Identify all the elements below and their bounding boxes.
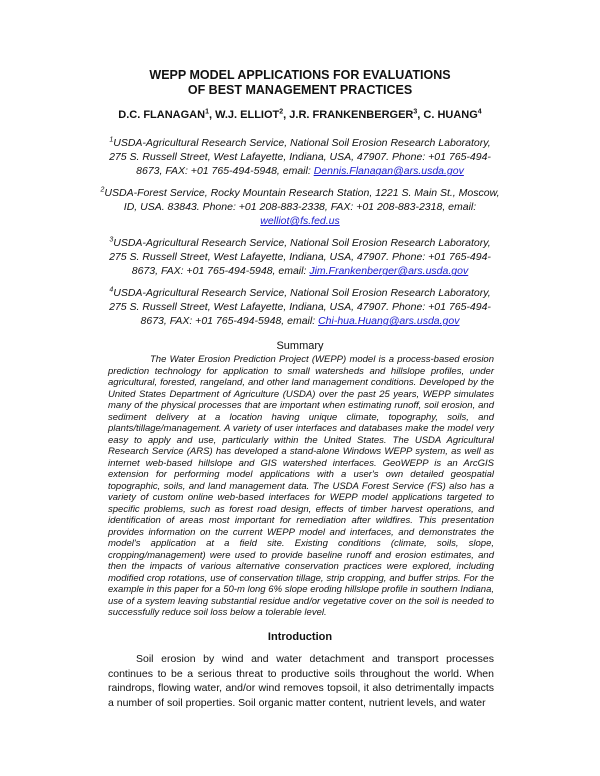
email-link[interactable]: Jim.Frankenberger@ars.usda.gov xyxy=(309,265,469,278)
author-affiliation-mark: 3 xyxy=(413,108,418,116)
author-affiliation-mark: 1 xyxy=(205,108,209,116)
affiliation-2 xyxy=(100,186,500,229)
email-link[interactable]: Dennis.Flanagan@ars.usda.gov xyxy=(313,165,464,178)
affiliation-mark: 3 xyxy=(109,236,114,244)
affiliation-mark: 4 xyxy=(109,286,114,294)
affiliation-4 xyxy=(100,286,500,329)
author-affiliation-mark: 4 xyxy=(477,108,482,116)
affiliation-mark: 1 xyxy=(109,136,114,144)
paper-title-line-1: WEPP MODEL APPLICATIONS FOR EVALUATIONS xyxy=(149,68,451,82)
affiliation-text: USDA-Agricultural Research Service, National Soil Erosion Research Laboratory, 275 S. Russell Street, West Lafayette, Indiana, USA, 47907. Phone: +01 765-494-8673, FAX: +01 765-494-5948, email: xyxy=(109,237,491,278)
introduction-paragraph: Soil erosion by wind and water detachment and transport processes continues to be a serious threat to productive soils throughout the world. When raindrops, flowing water, and/or wind removes topsoil, it also detrimentally impacts a number of soil properties. Soil organic matter content, nutrient levels, and water xyxy=(108,653,494,709)
introduction-heading: Introduction xyxy=(267,631,333,643)
author-name: J.R. FRANKENBERGER xyxy=(289,109,414,121)
affiliation-mark: 2 xyxy=(100,186,105,194)
affiliation-text: USDA-Forest Service, Rocky Mountain Research Station, 1221 S. Main St., Moscow, ID, USA. 83843. Phone: +01 208-883-2338, FAX: +01 208-883-2318, email: xyxy=(104,187,500,214)
author-list: D.C. FLANAGAN$^1$, W.J. ELLIOT$^2$, J.R. FRANKENBERGER$^3$, C. HUANG$^4$ xyxy=(118,108,482,121)
author-affiliation-mark: 2 xyxy=(279,108,284,116)
affiliation-text: USDA-Agricultural Research Service, National Soil Erosion Research Laboratory, 275 S. Russell Street, West Lafayette, Indiana, USA, 47907. Phone: +01 765-494-8673, FAX: +01 765-494-5948, email: xyxy=(109,287,491,328)
author-name: C. HUANG xyxy=(423,109,478,121)
summary-paragraph: The Water Erosion Prediction Project (WEPP) model is a process-based erosion prediction technology for application to small watersheds and hillslope profiles, under agricultural, forested, rangeland, and other land management conditions. Developed by the United States Department of Agriculture (USDA) over the past 25 years, WEPP simulates many of the physical processes that are important when estimating runoff, soil erosion, and sediment delivery at a location having unique climate, topography, soils, and plants/tillage/management. A variety of user interfaces and databases make the model very easy to apply and use, particularly within the United States. The USDA Agricultural Research Service (ARS) has developed a stand-alone Windows WEPP system, as well as internet web-based hillslope and GIS watershed interfaces. GeoWEPP is an ArcGIS extension for performing model applications with a user's own detailed geospatial topographic, soils, and land management data. The USDA Forest Service (FS) also has a variety of custom online web-based interfaces for WEPP model applications targeted to specific problems, such as forest road design, effects of timber harvest operations, and identification of areas most important for remediation after wildfires. This presentation provides information on the current WEPP model and interfaces, and demonstrates the model's application at a field site. Existing conditions (climate, soils, slope, cropping/management) were used to provide baseline runoff and erosion estimates, and then the impacts of various alternative conservation practices were explored, including modified crop rotations, use of conservation tillage, strip cropping, and buffer strips. For the example in this paper for a 50-m long 6% slope eroding hillslope profile in southern Indiana, use of a system leaving substantial residue and/or vegetative cover on the soil is needed to successfully reduce soil loss below a tolerable level. xyxy=(108,354,494,618)
author-name: D.C. FLANAGAN xyxy=(118,109,206,121)
email-link[interactable]: Chi-hua.Huang@ars.usda.gov xyxy=(318,315,460,328)
paper-title-line-2: OF BEST MANAGEMENT PRACTICES xyxy=(187,83,413,97)
affiliation-1 xyxy=(100,136,500,179)
affiliation-3 xyxy=(100,236,500,279)
author-name: W.J. ELLIOT xyxy=(215,109,280,121)
summary-heading: Summary xyxy=(276,340,324,352)
email-link[interactable]: welliot@fs.fed.us xyxy=(260,215,340,228)
affiliation-text: USDA-Agricultural Research Service, National Soil Erosion Research Laboratory, 275 S. Russell Street, West Lafayette, Indiana, USA, 47907. Phone: +01 765-494-8673, FAX: +01 765-494-5948, email: xyxy=(109,137,491,178)
